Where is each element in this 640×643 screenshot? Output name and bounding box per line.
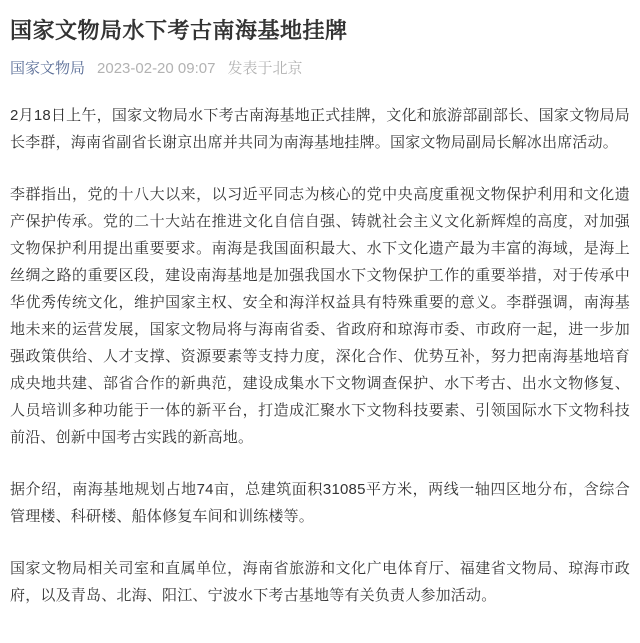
article-body (10, 102, 630, 609)
article-paragraph: 李群指出，党的十八大以来，以习近平同志为核心的党中央高度重视文物保护利用和文化遗产保护传承。党的二十大站在推进文化自信自强、铸就社会主义文化新辉煌的高度，对加强文物保护利用提出重要要求。南海是我国面积最大、水下文化遗产最为丰富的海域，是海上丝绸之路的重要区段，建设南海基地是加强我国水下文物保护工作的重要举措，对于传承中华优秀传统文化，维护国家主权、安全和海洋权益具有特殊重要的意义。李群强调，南海基地未来的运营发展，国家文物局将与海南省委、省政府和琼海市委、市政府一起，进一步加强政策供给、人才支撑、资源要素等支持力度，深化合作、优势互补，努力把南海基地培育成央地共建、部省合作的新典范，建设成集水下文物调查保护、水下考古、出水文物修复、人员培训多种功能于一体的新平台，打造成汇聚水下文物科技要素、引领国际水下文物科技前沿、创新中国考古实践的新高地。 (10, 186, 630, 446)
publish-timestamp: 2023-02-20 09:07 (97, 60, 216, 77)
article-paragraph: 2月18日上午，国家文物局水下考古南海基地正式挂牌，文化和旅游部副部长、国家文物局局长李群，海南省副省长谢京出席并共同为南海基地挂牌。国家文物局副局长解冰出席活动。 (10, 107, 630, 151)
article-meta-row (10, 59, 630, 79)
account-name-link[interactable]: 国家文物局 (10, 60, 86, 77)
article-paragraph: 据介绍，南海基地规划占地74亩，总建筑面积31085平方米，两线一轴四区地分布，含综合管理楼、科研楼、船体修复车间和训练楼等。 (10, 481, 630, 525)
article-title: 国家文物局水下考古南海基地挂牌 (10, 18, 348, 43)
article-paragraph: 国家文物局相关司室和直属单位，海南省旅游和文化广电体育厅、福建省文物局、琼海市政府，以及青岛、北海、阳江、宁波水下考古基地等有关负责人参加活动。 (10, 560, 630, 604)
publish-location: 发表于北京 (227, 60, 303, 77)
